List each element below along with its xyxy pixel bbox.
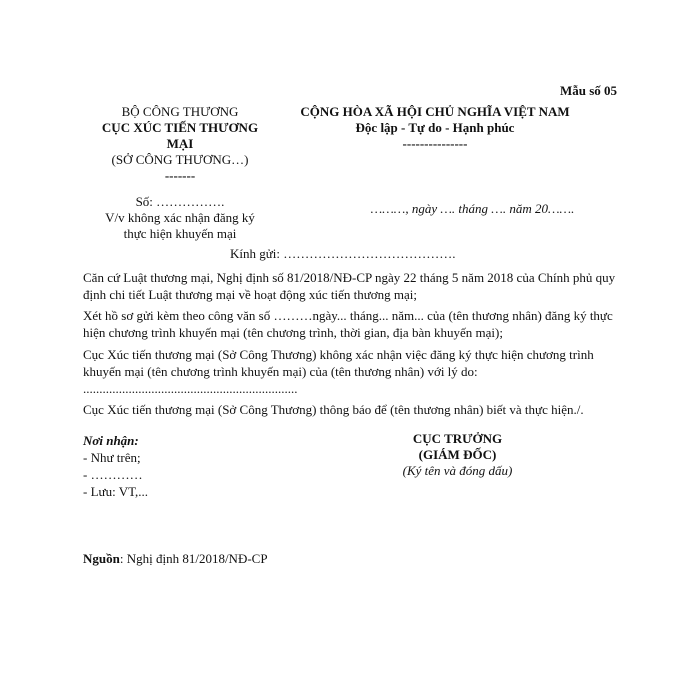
signature-subtitle: (GIÁM ĐỐC) — [418, 447, 497, 462]
subject-line2: thực hiện khuyến mại — [123, 226, 237, 241]
recipient-item: - Lưu: VT,... — [83, 484, 149, 499]
form-number: Mẫu số 05 — [560, 83, 618, 98]
left-header — [80, 104, 280, 184]
signature-block — [365, 431, 550, 479]
nation-title: CỘNG HÒA XÃ HỘI CHỦ NGHĨA VIỆT NAM — [300, 104, 570, 119]
signature-note: (Ký tên và đóng dấu) — [402, 463, 513, 478]
source-label: Nguồn — [83, 551, 120, 566]
document-number: Số: ……………. — [135, 194, 225, 209]
signature-title: CỤC TRƯỞNG — [412, 431, 503, 446]
right-header — [270, 104, 600, 152]
ministry-name: BỘ CÔNG THƯƠNG — [121, 104, 239, 119]
paragraph-notice: Cục Xúc tiến thương mại (Sở Công Thương) thông báo để (tên thương nhân) biết và thực hiện./. — [83, 402, 584, 417]
left-header-divider: ------- — [164, 168, 196, 183]
paragraph-rejection: Cục Xúc tiến thương mại (Sở Công Thương) không xác nhận việc đăng ký thực hiện chương trình khuyến mại (tên chương trình khuyến mại) của (tên thương nhân) với lý do: .................................................................. — [83, 347, 594, 396]
motto: Độc lập - Tự do - Hạnh phúc — [355, 120, 515, 135]
alt-agency-name: (SỞ CÔNG THƯƠNG…) — [111, 152, 249, 167]
recipients-block — [83, 432, 148, 500]
paragraph-legal-basis: Căn cứ Luật thương mại, Nghị định số 81/2018/NĐ-CP ngày 22 tháng 5 năm 2018 của Chính phủ quy định chi tiết Luật thương mại về hoạt động xúc tiến thương mại; — [83, 270, 616, 302]
greeting: Kính gửi: …………………………………. — [230, 246, 456, 261]
agency-name-line1: CỤC XÚC TIẾN THƯƠNG — [101, 120, 259, 135]
recipients-title: Nơi nhận: — [83, 433, 139, 448]
subject-line1: V/v không xác nhận đăng ký — [105, 210, 255, 225]
source-text: : Nghị định 81/2018/NĐ-CP — [119, 551, 268, 566]
date-line: ………, ngày …. tháng …. năm 20……. — [370, 201, 575, 216]
right-header-divider: --------------- — [402, 136, 468, 151]
document-reference — [80, 194, 280, 242]
recipient-item: - ………… — [83, 467, 143, 482]
recipient-item: - Như trên; — [83, 450, 141, 465]
agency-name-line2: MẠI — [166, 136, 194, 151]
paragraph-dossier: Xét hồ sơ gửi kèm theo công văn số ………ngày... tháng... năm... của (tên thương nhân) đăng ký thực hiện chương trình khuyến mại (tên chương trình, thời gian, địa bàn khuyến mại); — [83, 308, 613, 340]
source-line — [83, 551, 268, 567]
